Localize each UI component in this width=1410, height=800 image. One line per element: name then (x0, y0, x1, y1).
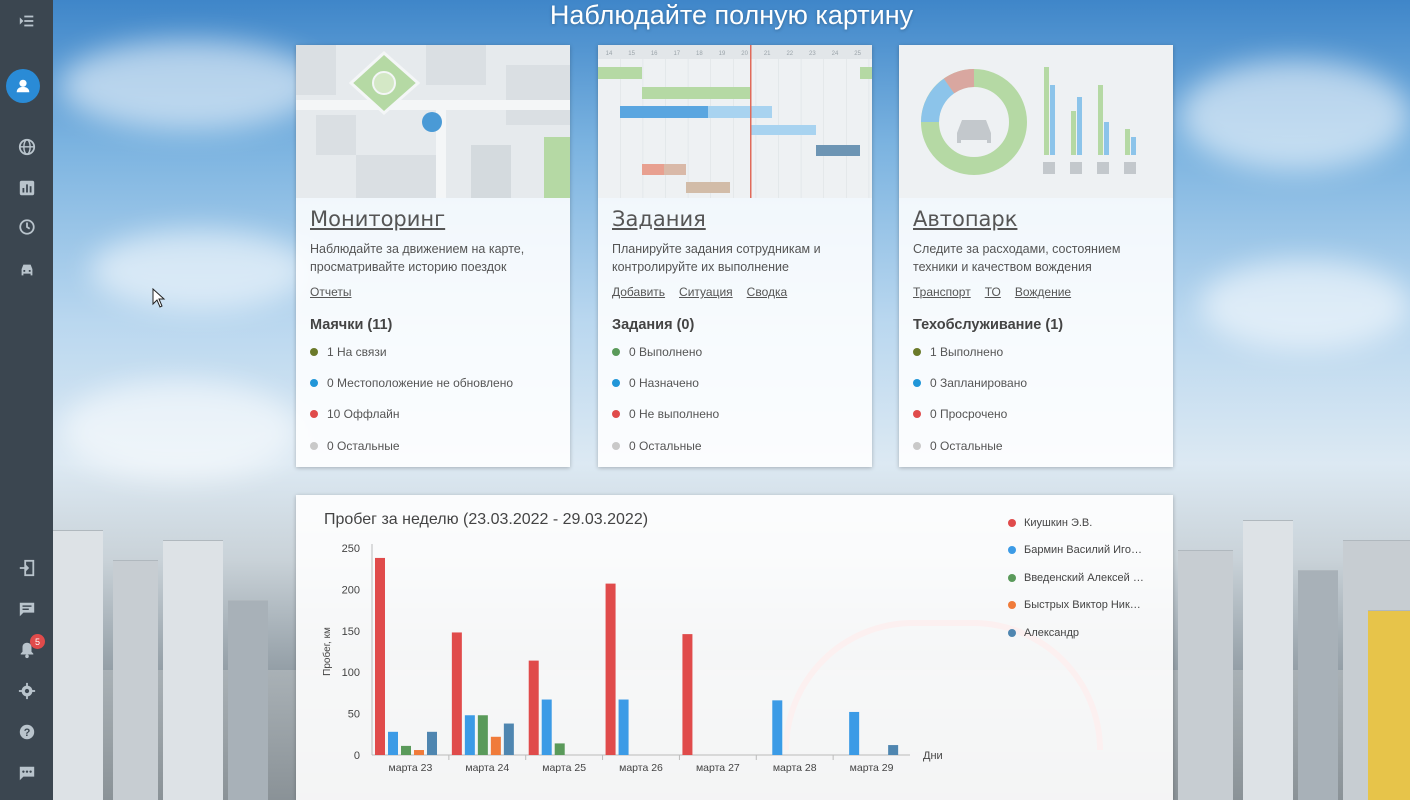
gantt-gridline (710, 59, 711, 198)
status-text: 10 Оффлайн (327, 407, 400, 421)
menu-collapse-icon[interactable] (0, 3, 53, 39)
mileage-chart (296, 495, 996, 800)
chart-bar[interactable] (452, 632, 462, 755)
link-add[interactable]: Добавить (612, 285, 666, 299)
car-icon[interactable] (0, 252, 53, 288)
gantt-day-label: 18 (696, 51, 703, 57)
chart-bar[interactable] (888, 745, 898, 755)
user-avatar[interactable] (6, 69, 40, 103)
chart-bar[interactable] (619, 700, 629, 755)
status-text: 0 Просрочено (930, 407, 1008, 421)
chart-bar[interactable] (682, 634, 692, 755)
legend-label: Киушкин Э.В. (1024, 516, 1093, 529)
card-description: Следите за расходами, состоянием техники и качеством вождения (913, 242, 1121, 274)
gantt-gridline (620, 59, 621, 198)
chart-bar[interactable] (606, 584, 616, 755)
gantt-day-label: 14 (605, 51, 613, 57)
legend-item[interactable] (1008, 509, 1144, 537)
status-planned (913, 376, 1027, 390)
status-text: 0 Остальные (930, 439, 1003, 453)
card-subtitle: Задания (0) (612, 317, 695, 333)
chart-legend (1008, 509, 1144, 647)
gantt-gridline (869, 59, 870, 198)
link-summary[interactable]: Сводка (746, 285, 788, 299)
status-offline (310, 407, 400, 421)
page-title: Наблюдайте полную картину (549, 0, 914, 30)
status-text: 0 Местоположение не обновлено (327, 376, 514, 390)
status-dot (612, 410, 620, 418)
status-assigned (612, 376, 699, 390)
link-driving[interactable]: Вождение (1014, 285, 1072, 299)
legend-item[interactable] (1008, 537, 1144, 565)
x-tick-label: марта 23 (388, 762, 433, 774)
status-text: 0 Остальные (629, 439, 702, 453)
y-tick-label: 200 (341, 584, 360, 597)
chart-icon[interactable] (0, 170, 53, 206)
chart-bar[interactable] (542, 700, 552, 755)
user-icon (14, 77, 32, 95)
gantt-day-label: 20 (741, 51, 748, 57)
logout-icon[interactable] (0, 550, 53, 586)
card-links (310, 285, 351, 299)
card-title[interactable]: Автопарк (913, 207, 1018, 231)
y-tick-label: 250 (341, 543, 360, 555)
mileage-chart-panel (296, 495, 1173, 800)
card-subtitle: Маячки (11) (310, 317, 393, 333)
card-title[interactable]: Задания (612, 207, 706, 231)
chart-bar[interactable] (491, 737, 501, 755)
help-icon[interactable] (0, 714, 53, 750)
card-title[interactable]: Мониторинг (310, 207, 446, 231)
gantt-day-label: 25 (854, 51, 861, 57)
link-transport[interactable]: Транспорт (913, 285, 971, 299)
gantt-day-label: 21 (763, 51, 771, 57)
chart-bar[interactable] (504, 724, 514, 755)
x-tick-label: марта 28 (772, 762, 817, 774)
bell-icon[interactable] (0, 632, 53, 668)
gantt-gridline (665, 59, 666, 198)
y-axis-label: Пробег, км (322, 627, 333, 676)
link-maintenance[interactable]: ТО (984, 285, 1001, 299)
status-text: 1 На связи (327, 345, 387, 359)
gantt-gridline (733, 59, 734, 198)
status-dot (612, 379, 620, 387)
status-other (612, 439, 702, 453)
x-tick-label: марта 29 (849, 762, 894, 774)
legend-item[interactable] (1008, 564, 1144, 592)
map-illustration (296, 45, 570, 198)
chart-title: Пробег за неделю (23.03.2022 - 29.03.2022) (324, 511, 649, 528)
link-situation[interactable]: Ситуация (679, 285, 733, 299)
x-tick-label: марта 27 (695, 762, 740, 774)
legend-item[interactable] (1008, 619, 1144, 647)
gantt-day-label: 15 (628, 51, 635, 57)
globe-icon[interactable] (0, 129, 53, 165)
card-links (913, 285, 1071, 299)
card-description: Наблюдайте за движением на карте, просматривайте историю поездок (310, 242, 525, 274)
status-dot (310, 379, 318, 387)
card-monitoring (296, 45, 570, 467)
link-reports[interactable]: Отчеты (310, 285, 352, 299)
mouse-cursor-icon (152, 288, 166, 308)
legend-item[interactable] (1008, 592, 1144, 620)
gantt-gridline (846, 59, 847, 198)
chart-bar[interactable] (478, 715, 488, 755)
fleet-illustration (899, 45, 1173, 198)
gear-icon[interactable] (0, 673, 53, 709)
status-completed (913, 345, 1003, 359)
legend-swatch (1008, 601, 1016, 609)
gantt-gridline (823, 59, 824, 198)
status-dot (913, 348, 921, 356)
status-other (913, 439, 1003, 453)
legend-swatch (1008, 629, 1016, 637)
status-text: 1 Выполнено (930, 345, 1004, 359)
legend-label: Введенский Алексей … (1024, 571, 1144, 584)
message-icon[interactable] (0, 591, 53, 627)
status-text: 0 Запланировано (930, 376, 1027, 390)
status-text: 0 Остальные (327, 439, 400, 453)
y-tick-label: 100 (341, 667, 360, 680)
status-not-updated (310, 376, 513, 390)
status-online (310, 345, 387, 359)
status-dot (913, 379, 921, 387)
card-description: Планируйте задания сотрудникам и контролируйте их выполнение (612, 242, 821, 274)
gantt-illustration (598, 45, 872, 198)
chart-bar[interactable] (465, 715, 475, 755)
chart-bar[interactable] (529, 661, 539, 755)
status-dot (913, 410, 921, 418)
legend-label: Быстрых Виктор Ник… (1024, 599, 1141, 612)
y-tick-label: 50 (347, 708, 360, 721)
status-dot (913, 442, 921, 450)
x-tick-label: марта 26 (619, 762, 663, 774)
clock-icon[interactable] (0, 209, 53, 245)
gantt-day-label: 17 (673, 51, 681, 57)
sidebar (0, 0, 53, 800)
card-subtitle: Техобслуживание (1) (913, 317, 1064, 333)
status-dot (612, 442, 620, 450)
legend-swatch (1008, 546, 1016, 554)
status-other (310, 439, 400, 453)
gantt-day-label: 19 (718, 51, 726, 57)
chart-bar[interactable] (375, 558, 385, 755)
chart-bar[interactable] (849, 712, 859, 755)
legend-label: Александр (1024, 626, 1080, 639)
gantt-gridline (643, 59, 644, 198)
status-overdue (913, 407, 1007, 421)
notifications-badge: 5 (30, 634, 45, 649)
card-links (612, 285, 787, 299)
chart-bar[interactable] (772, 700, 782, 755)
chart-bar[interactable] (414, 750, 424, 755)
status-text: 0 Выполнено (629, 345, 703, 359)
x-axis-label: Дни (923, 750, 943, 762)
legend-label: Бармин Василий Иго… (1024, 544, 1142, 557)
status-dot (612, 348, 620, 356)
chart-bar[interactable] (555, 743, 565, 755)
chart-bar[interactable] (427, 732, 437, 755)
legend-swatch (1008, 519, 1016, 527)
y-tick-label: 0 (353, 750, 360, 762)
status-text: 0 Не выполнено (629, 407, 720, 421)
status-dot (310, 442, 318, 450)
chat-icon[interactable] (0, 755, 53, 791)
status-text: 0 Назначено (629, 376, 699, 390)
status-dot (310, 348, 318, 356)
y-tick-label: 150 (341, 625, 360, 638)
chart-bar[interactable] (401, 746, 411, 755)
gantt-day-label: 16 (650, 51, 658, 57)
status-completed (612, 345, 702, 359)
x-tick-label: марта 25 (542, 762, 587, 774)
chart-bar[interactable] (388, 732, 398, 755)
gantt-gridline (688, 59, 689, 198)
legend-swatch (1008, 574, 1016, 582)
card-tasks (598, 45, 872, 467)
svg-text:?: ? (23, 727, 30, 740)
gantt-day-label: 22 (786, 51, 794, 57)
card-fleet (899, 45, 1173, 467)
status-dot (310, 410, 318, 418)
gantt-day-label: 23 (809, 51, 816, 57)
status-not-completed (612, 407, 719, 421)
gantt-day-label: 24 (831, 51, 839, 57)
x-tick-label: марта 24 (465, 762, 510, 774)
